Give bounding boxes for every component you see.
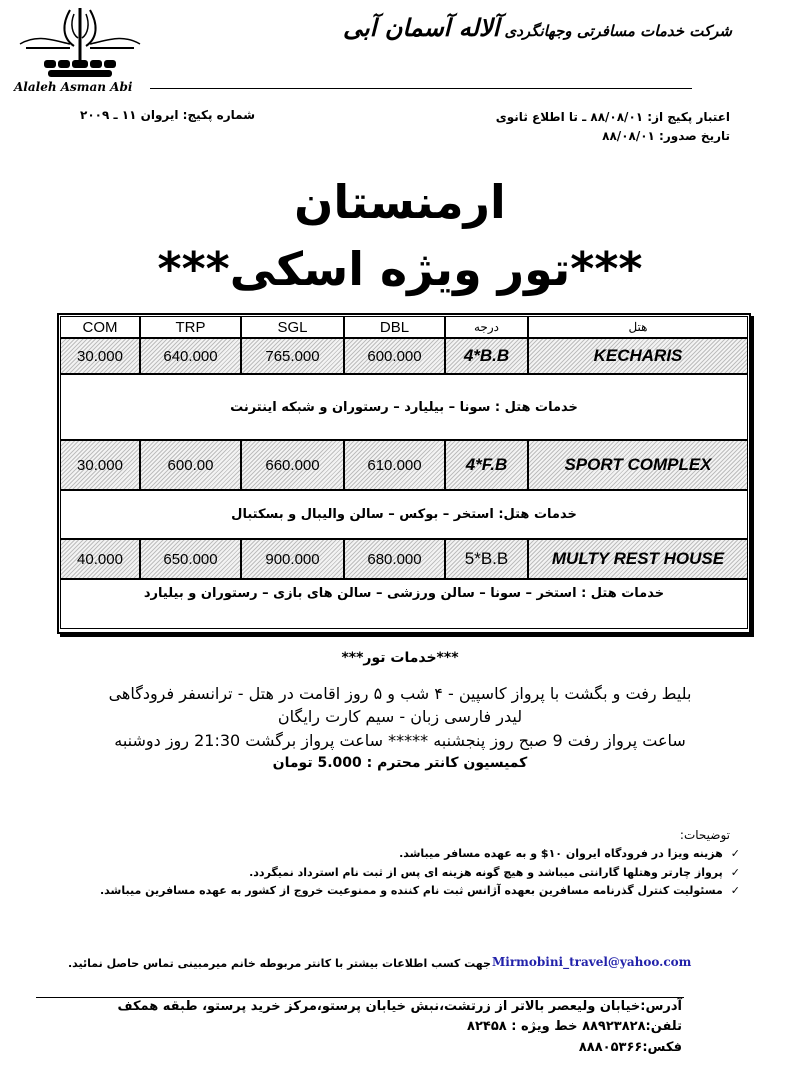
price-sgl: 765.000 bbox=[241, 338, 344, 374]
page-title: ارمنستان bbox=[294, 175, 506, 229]
hotel-name: MULTY REST HOUSE bbox=[528, 539, 748, 579]
note-text: هزینه ویزا در فرودگاه ایروان ۱۰$ و به عهده مسافر میباشد. bbox=[399, 847, 723, 860]
note-text: مسئولیت کنترل گذرنامه مسافرین بعهده آژانس ثبت نام کننده و ممنوعیت خروج از کشور به عهده مسافرین میباشد. bbox=[99, 884, 723, 897]
header-com: COM bbox=[60, 316, 140, 338]
company-prefix: شرکت خدمات مسافرتی وجهانگردی bbox=[504, 22, 732, 40]
table-header-row bbox=[60, 316, 748, 338]
notes-title: توضیحات: bbox=[679, 828, 730, 842]
table-row bbox=[60, 539, 748, 579]
header-divider bbox=[150, 88, 692, 89]
company-name bbox=[343, 14, 732, 42]
contact-email[interactable]: Mirmobini_travel@yahoo.com bbox=[492, 955, 692, 969]
tour-services-line: لیدر فارسی زبان - سیم کارت رایگان bbox=[277, 707, 523, 726]
package-number: شماره پکیج: ایروان ۱۱ ـ ۲۰۰۹ bbox=[80, 108, 256, 122]
price-dbl: 600.000 bbox=[344, 338, 445, 374]
note-item bbox=[399, 847, 740, 860]
header-trp: TRP bbox=[140, 316, 241, 338]
table-row bbox=[60, 440, 748, 490]
contact-text: جهت کسب اطلاعات بیشتر با کانتر مربوطه خانم میرمبینی تماس حاصل نمائید. bbox=[68, 957, 491, 970]
header-hotel: هتل bbox=[528, 316, 748, 338]
hotel-grade: 5*B.B bbox=[445, 539, 528, 579]
price-com: 30.000 bbox=[60, 338, 140, 374]
hotel-grade: 4*F.B bbox=[445, 440, 528, 490]
check-icon: ✓ bbox=[730, 866, 740, 879]
footer-divider bbox=[36, 997, 684, 998]
hotel-services: خدمات هتل : سونا – بیلیارد – رستوران و شبکه اینترنت bbox=[60, 374, 748, 440]
hotel-name: SPORT COMPLEX bbox=[528, 440, 748, 490]
price-trp: 640.000 bbox=[140, 338, 241, 374]
tour-services-line: بلیط رفت و بگشت با پرواز کاسپین - ۴ شب و ۵ روز اقامت در هتل - ترانسفر فرودگاهی bbox=[108, 684, 692, 703]
price-sgl: 660.000 bbox=[241, 440, 344, 490]
hotel-grade: 4*B.B bbox=[445, 338, 528, 374]
header-dbl: DBL bbox=[344, 316, 445, 338]
issue-date: تاریخ صدور: ۸۸/۰۸/۰۱ bbox=[602, 129, 730, 143]
note-text: پرواز چارتر وهتلها گارانتی میباشد و هیچ گونه هزینه ای پس از ثبت نام استرداد نمیگردد. bbox=[249, 866, 723, 879]
hotel-services: خدمات هتل : استخر – سونا – سالن ورزشی – سالن های بازی – رستوران و بیلیارد bbox=[60, 579, 748, 629]
footer-fax: فکس:۸۸۸۰۵۳۶۶ bbox=[578, 1040, 682, 1055]
note-item bbox=[100, 884, 740, 897]
header-grade: درجه bbox=[445, 316, 528, 338]
check-icon: ✓ bbox=[730, 884, 740, 897]
table-row bbox=[60, 338, 748, 374]
footer-phone: تلفن:۸۸۹۲۳۸۲۸ خط ویژه : ۸۲۴۵۸ bbox=[467, 1019, 682, 1034]
flight-times: ساعت پرواز رفت 9 صبح روز پنجشنبه ***** ساعت پرواز برگشت 21:30 روز دوشنبه bbox=[114, 731, 686, 750]
logo-text: Alaleh Asman Abi bbox=[14, 80, 133, 94]
tour-services-title: ***خدمات تور*** bbox=[341, 650, 459, 666]
price-sgl: 900.000 bbox=[241, 539, 344, 579]
price-trp: 650.000 bbox=[140, 539, 241, 579]
price-trp: 600.00 bbox=[140, 440, 241, 490]
page-subtitle: ***تور ویژه اسکی*** bbox=[157, 242, 643, 296]
price-table bbox=[57, 313, 751, 634]
footer-address: آدرس:خیابان ولیعصر بالاتر از زرتشت،نبش خیابان پرستو،مرکز خرید پرستو، طبقه همکف bbox=[117, 999, 682, 1014]
price-com: 40.000 bbox=[60, 539, 140, 579]
price-com: 30.000 bbox=[60, 440, 140, 490]
validity-text: اعتبار پکیج از: ۸۸/۰۸/۰۱ ـ تا اطلاع ثانوی bbox=[495, 110, 730, 124]
header-sgl: SGL bbox=[241, 316, 344, 338]
hotel-name: KECHARIS bbox=[528, 338, 748, 374]
commission: کمیسیون کانتر محترم : 5.000 تومان bbox=[272, 755, 528, 771]
price-dbl: 610.000 bbox=[344, 440, 445, 490]
price-dbl: 680.000 bbox=[344, 539, 445, 579]
hotel-services: خدمات هتل: استخر – بوکس – سالن والیبال و بسکتبال bbox=[60, 490, 748, 539]
note-item bbox=[249, 866, 740, 879]
company-brand: آلاله آسمان آبی bbox=[343, 14, 500, 42]
package-validity bbox=[496, 108, 730, 146]
check-icon: ✓ bbox=[730, 847, 740, 860]
